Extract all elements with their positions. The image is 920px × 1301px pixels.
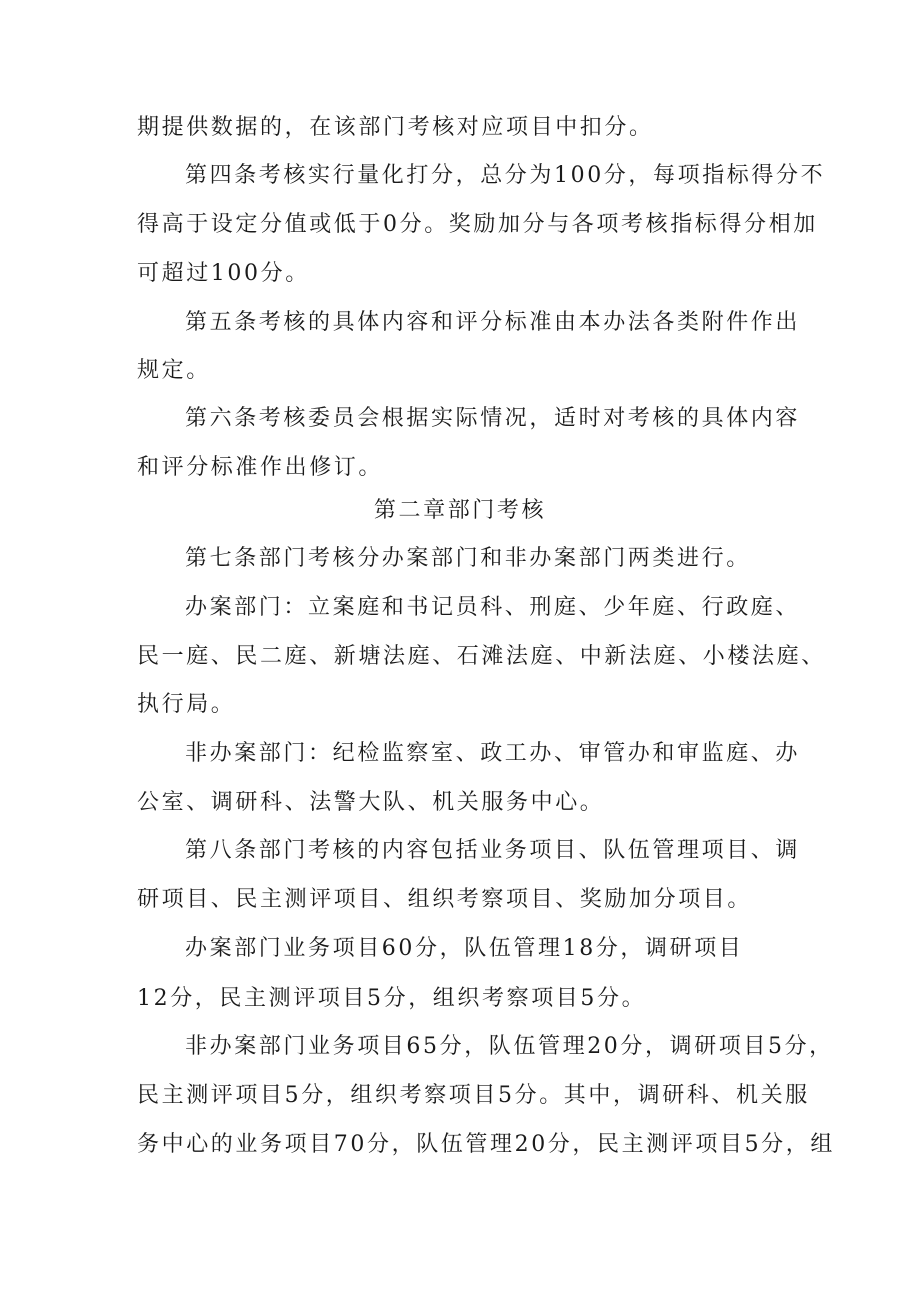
paragraph-line: 12分，民主测评项目5分，组织考察项目5分。 [137,986,647,1011]
paragraph-line: 和评分标准作出修订。 [137,455,384,480]
paragraph-line: 执行局。 [137,692,236,717]
paragraph-line: 民主测评项目5分，组织考察项目5分。其中，调研科、机关服 [137,1083,810,1108]
non-case-departments-scores-line: 非办案部门业务项目65分，队伍管理20分，调研项目5分， [185,1034,834,1059]
paragraph-line: 期提供数据的，在该部门考核对应项目中扣分。 [137,115,654,140]
paragraph-line: 研项目、民主测评项目、组织考察项目、奖励加分项目。 [137,887,753,912]
paragraph-line: 可超过100分。 [137,261,310,286]
paragraph-line: 公室、调研科、法警大队、机关服务中心。 [137,790,605,815]
case-departments-line: 办案部门：立案庭和书记员科、刑庭、少年庭、行政庭、 [185,595,801,620]
article-6-line: 第六条考核委员会根据实际情况，适时对考核的具体内容 [185,406,801,431]
paragraph-line: 得高于设定分值或低于0分。奖励加分与各项考核指标得分相加 [137,212,818,237]
non-case-departments-line: 非办案部门：纪检监察室、政工办、审管办和审监庭、办 [185,741,801,766]
article-5-line: 第五条考核的具体内容和评分标准由本办法各类附件作出 [185,310,801,335]
chapter-heading: 第二章部门考核 [373,498,547,523]
paragraph-line: 务中心的业务项目70分，队伍管理20分，民主测评项目5分，组 [137,1132,835,1157]
paragraph-line: 民一庭、民二庭、新塘法庭、石滩法庭、中新法庭、小楼法庭、 [137,644,826,669]
case-departments-scores-line: 办案部门业务项目60分，队伍管理18分，调研项目 [185,936,744,961]
article-7-line: 第七条部门考核分办案部门和非办案部门两类进行。 [185,546,751,571]
paragraph-line: 规定。 [137,358,211,383]
article-8-line: 第八条部门考核的内容包括业务项目、队伍管理项目、调 [185,838,801,863]
article-4-line: 第四条考核实行量化打分，总分为100分，每项指标得分不 [185,163,826,188]
